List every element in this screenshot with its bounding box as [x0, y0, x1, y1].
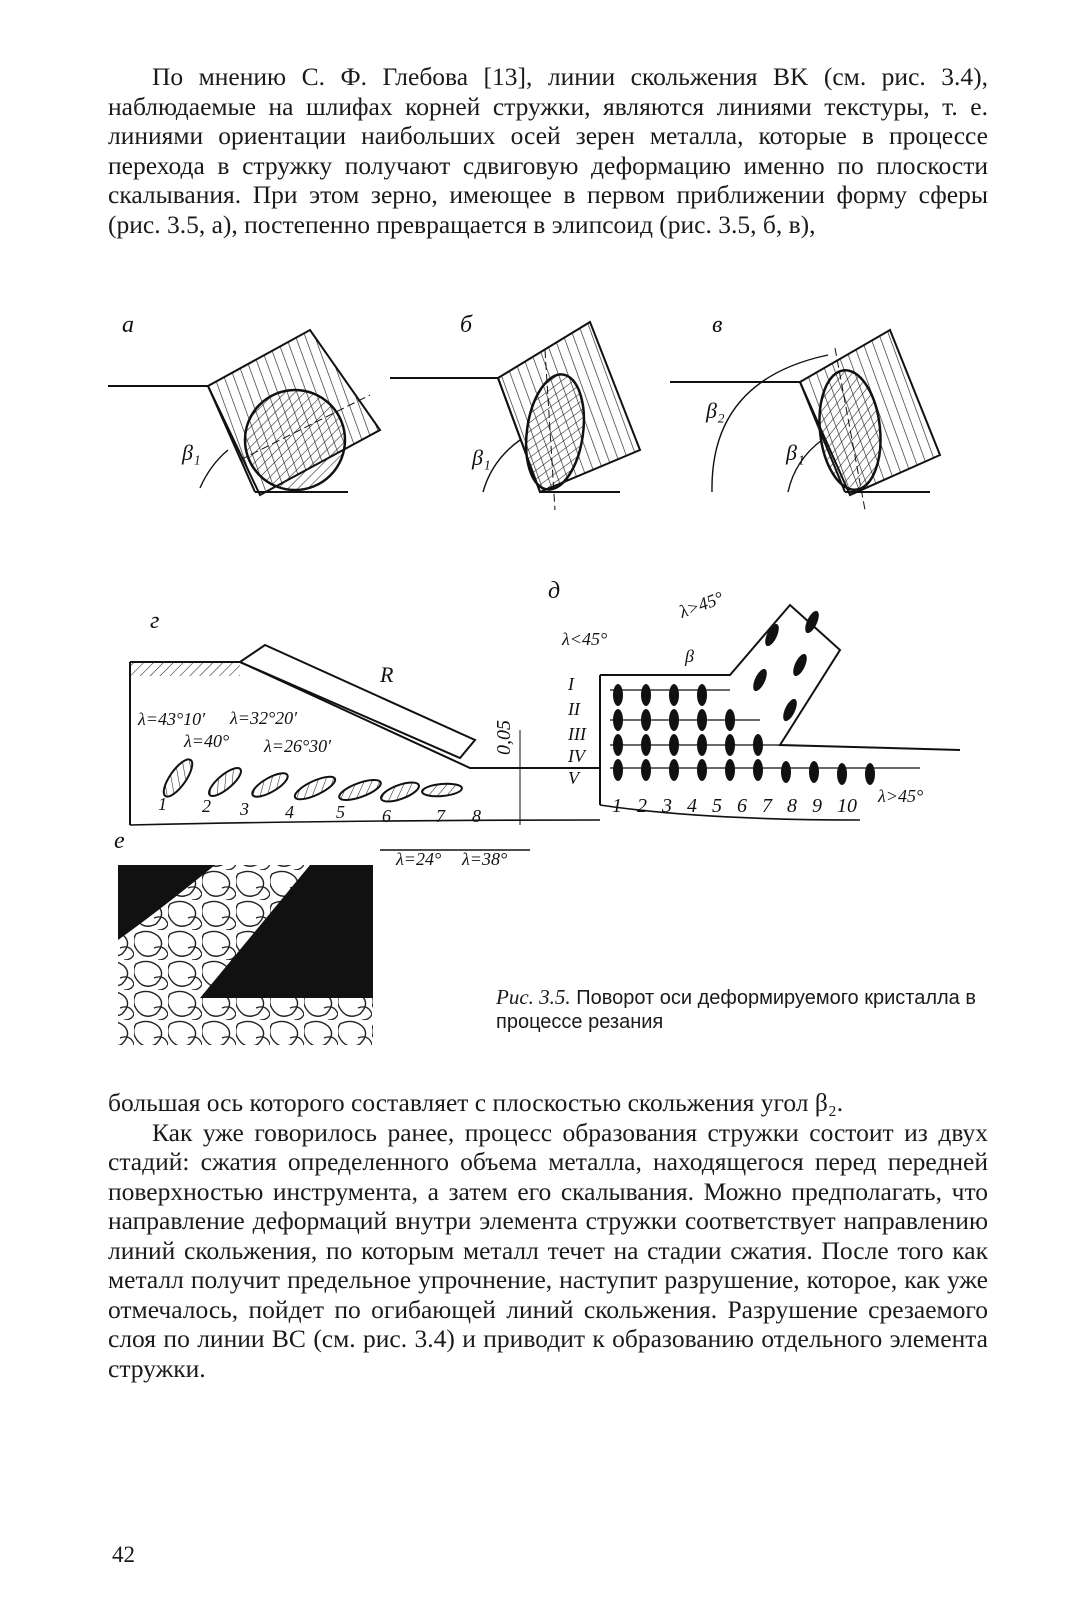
d-num-5: 5 [712, 795, 722, 817]
d-num-2: 2 [637, 795, 647, 817]
g-num-6: 6 [382, 806, 391, 826]
label-v: в [712, 312, 723, 338]
paragraph-1 [108, 62, 988, 239]
d-num-6: 6 [737, 795, 747, 817]
label-b: б [460, 312, 473, 338]
g-angle-3: λ=40° [184, 731, 230, 751]
g-angle-2: λ=32°20′ [230, 708, 298, 728]
figure-3-5 [100, 300, 1000, 1060]
d-angle-gt45-top: λ>45° [676, 587, 726, 622]
g-num-3: 3 [240, 799, 249, 819]
d-num-3: 3 [662, 795, 672, 817]
g-num-7: 7 [436, 806, 445, 826]
beta2-v: β₂ [706, 398, 725, 423]
g-angle-5: λ=24° [396, 849, 442, 869]
d-row-4: IV [568, 746, 585, 766]
label-e: е [114, 828, 125, 854]
para2-text: большая ось которого составляет с плоскостью скольжения угол β₂. [108, 1088, 844, 1117]
d-row-2: II [568, 699, 580, 719]
caption-text: Поворот оси деформируемого кристалла в процессе резания [496, 987, 976, 1033]
d-num-1: 1 [612, 795, 622, 817]
d-num-4: 4 [687, 795, 697, 817]
d-angle-gt45-right: λ>45° [878, 786, 924, 806]
g-angle-1: λ=43°10′ [138, 709, 206, 729]
g-num-8: 8 [472, 806, 481, 826]
paragraph-2 [108, 1088, 988, 1383]
beta1-v: β₁ [786, 440, 805, 465]
depth-label: 0,05 [493, 720, 515, 755]
g-num-5: 5 [336, 802, 345, 822]
d-num-10: 10 [837, 795, 857, 817]
d-angle-lt45: λ<45° [562, 629, 608, 649]
page-number: 42 [112, 1542, 135, 1567]
panel-d-grains [613, 609, 875, 785]
caption-label: Рис. 3.5. [496, 985, 571, 1009]
g-num-1: 1 [158, 794, 167, 814]
g-angle-4: λ=26°30′ [264, 736, 332, 756]
para1-text: По мнению С. Ф. Глебова [13], линии скольжения BK (см. рис. 3.4), наблюдаемые на шлифах корней стружки, являются линиями текстуры, т. е. линиями ориентации наибольших осей зерен металла, которые в процессе перехода в стружку получают сдвиговую деформацию именно по плоскости скалывания. При этом зерно, имеющее в первом приближении форму сферы (рис. 3.5, а), постепенно превращается в элипсоид (рис. 3.5, б, в), [108, 62, 988, 239]
g-num-4: 4 [285, 802, 294, 822]
d-num-9: 9 [812, 795, 822, 817]
label-a: а [122, 312, 134, 338]
d-num-7: 7 [762, 795, 772, 817]
beta1-b: β₁ [472, 445, 491, 470]
label-d: д [548, 578, 561, 604]
d-beta: β [685, 646, 694, 666]
g-num-2: 2 [202, 796, 211, 816]
beta1-a: β₁ [182, 440, 201, 465]
d-row-1: I [568, 674, 574, 694]
d-row-3: III [568, 724, 586, 744]
panel-b-drawing [390, 322, 640, 510]
figure-caption [496, 985, 991, 1034]
d-row-5: V [568, 768, 579, 788]
d-num-8: 8 [787, 795, 797, 817]
para3-text: Как уже говорилось ранее, процесс образования стружки состоит из двух стадий: сжатия определенного объема металла, находящегося перед передней поверхностью инструмента, а затем его скалывания. Можно предполагать, что направление деформаций внутри элемента стружки соответствует направлению линий скольжения, по которым металл течет на стадии сжатия. После того как металл получит предельное упрочнение, наступит разрушение, которое, как уже отмечалось, пойдет по огибающей линий скольжения. Разрушение срезаемого слоя по линии BC (см. рис. 3.4) и приводит к образованию отдельного элемента стружки. [108, 1117, 988, 1383]
panel-a-drawing [108, 330, 380, 495]
label-g: г [150, 608, 160, 634]
g-angle-6: λ=38° [462, 849, 508, 869]
label-R: R [380, 662, 394, 687]
panel-e-drawing [118, 865, 373, 1045]
